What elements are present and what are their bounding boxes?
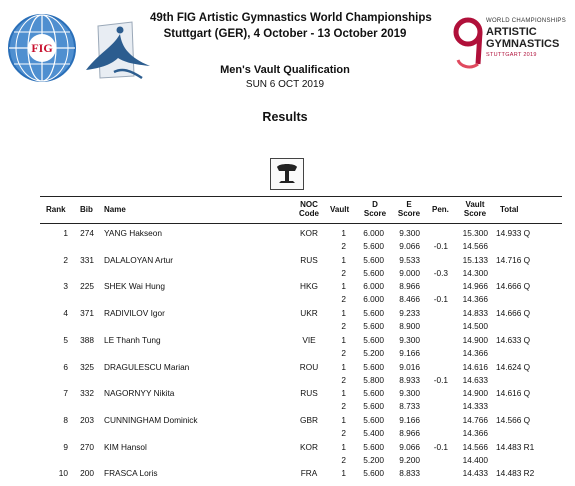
row-rank: 6 (63, 361, 68, 372)
vault-score: 14.616 (462, 361, 488, 372)
results-heading: Results (262, 110, 308, 124)
row-rank: 2 (63, 254, 68, 265)
world-championships-logo (452, 16, 567, 74)
vault-score: 14.400 (462, 454, 488, 465)
vault-score: 14.333 (462, 401, 488, 412)
vault-e-score: 8.900 (399, 321, 420, 332)
event-date: SUN 6 OCT 2019 (245, 79, 325, 90)
wc-word-gymnastics: GYMNASTICS (486, 38, 560, 50)
competition-subtitle: Stuttgart (GER), 4 October - 13 October 2019 (163, 28, 407, 40)
vault-d-score: 6.000 (363, 228, 384, 238)
vault-e-score: 9.533 (399, 254, 420, 265)
vault-e-score: 8.933 (399, 374, 420, 385)
row-rank: 3 (63, 281, 68, 292)
wc-sub-text: STUTTGART 2019 (486, 52, 537, 58)
vault-score: 14.366 (462, 427, 488, 438)
col-total: Total (500, 205, 519, 214)
vault-number: 2 (341, 321, 346, 332)
vault-score: 14.300 (462, 267, 488, 278)
vault-score: 14.900 (462, 334, 488, 345)
row-rank: 10 (58, 468, 68, 479)
wc-word-artistic: ARTISTIC (486, 26, 537, 38)
vault-d-score: 5.600 (363, 388, 384, 399)
vault-e-score: 9.066 (399, 441, 420, 452)
vault-d-score: 6.000 (363, 281, 384, 292)
col-vault-score (460, 200, 490, 218)
vault-score: 14.966 (462, 281, 488, 292)
vault-number: 2 (341, 427, 346, 438)
vault-e-score: 9.300 (399, 388, 420, 399)
vault-e-score: 9.300 (399, 228, 420, 238)
vault-e-score: 8.966 (399, 427, 420, 438)
row-total: 14.716 Q (496, 254, 531, 265)
vault-number: 1 (341, 334, 346, 345)
vault-e-score: 8.733 (399, 401, 420, 412)
vault-score: 14.766 (462, 414, 488, 425)
vault-number: 1 (341, 361, 346, 372)
row-rank: 5 (63, 334, 68, 345)
vault-d-score: 5.600 (363, 321, 384, 332)
row-total: 14.666 Q (496, 281, 531, 292)
vault-number: 2 (341, 401, 346, 412)
row-bib: 371 (80, 308, 94, 319)
row-athlete-name: SHEK Wai Hung (104, 281, 166, 292)
row-noc-code: FRA (300, 468, 318, 479)
vault-number: 2 (341, 454, 346, 465)
vault-number: 1 (341, 281, 346, 292)
col-bib: Bib (80, 205, 93, 214)
vault-d-score: 5.600 (363, 468, 384, 479)
vault-number: 1 (341, 414, 346, 425)
row-rank: 9 (63, 441, 68, 452)
vault-number: 2 (341, 374, 346, 385)
vault-score: 14.366 (462, 347, 488, 358)
col-name: Name (104, 205, 126, 214)
row-athlete-name: FRASCA Loris (104, 468, 158, 479)
row-total: 14.616 Q (496, 388, 531, 399)
vault-d-score: 5.400 (363, 427, 384, 438)
col-vs-line1: Vault (465, 200, 485, 209)
vault-d-score: 5.600 (363, 414, 384, 425)
row-noc-code: RUS (300, 388, 318, 399)
vault-d-score: 5.600 (363, 241, 384, 251)
row-athlete-name: DRAGULESCU Marian (104, 361, 190, 372)
vault-number: 1 (341, 388, 346, 399)
vault-d-score: 6.000 (363, 294, 384, 305)
row-noc-code: VIE (302, 334, 316, 345)
stuttgart-logo (84, 18, 154, 84)
vault-number: 1 (341, 228, 346, 238)
vault-d-score: 5.200 (363, 454, 384, 465)
vault-d-score: 5.600 (363, 267, 384, 278)
vault-number: 1 (341, 254, 346, 265)
vault-score: 14.566 (462, 441, 488, 452)
row-athlete-name: NAGORNYY Nikita (104, 388, 175, 399)
vault-e-score: 9.016 (399, 361, 420, 372)
vault-score: 15.133 (462, 254, 488, 265)
vault-e-score: 9.233 (399, 308, 420, 319)
row-total: 14.933 Q (496, 228, 531, 238)
wc-small-text: WORLD CHAMPIONSHIPS (486, 18, 567, 24)
row-total: 14.624 Q (496, 361, 531, 372)
row-bib: 325 (80, 361, 94, 372)
row-athlete-name: YANG Hakseon (104, 228, 162, 238)
row-total: 14.633 Q (496, 334, 531, 345)
row-noc-code: UKR (300, 308, 318, 319)
row-rank: 1 (63, 228, 68, 238)
row-bib: 225 (80, 281, 94, 292)
vault-score: 14.633 (462, 374, 488, 385)
col-noc-line1: NOC (300, 200, 318, 209)
row-noc-code: KOR (300, 441, 318, 452)
vault-e-score: 9.166 (399, 347, 420, 358)
row-rank: 8 (63, 414, 68, 425)
col-penalty: Pen. (432, 205, 449, 214)
vault-d-score: 5.600 (363, 254, 384, 265)
row-bib: 203 (80, 414, 94, 425)
vault-d-score: 5.800 (363, 374, 384, 385)
vault-e-score: 9.166 (399, 414, 420, 425)
vault-d-score: 5.200 (363, 347, 384, 358)
vault-e-score: 9.066 (399, 241, 420, 251)
vault-e-score: 8.833 (399, 468, 420, 479)
row-total: 14.566 Q (496, 414, 531, 425)
event-name: Men's Vault Qualification (220, 64, 350, 76)
vault-number: 2 (341, 241, 346, 251)
row-bib: 270 (80, 441, 94, 452)
vault-number: 1 (341, 308, 346, 319)
row-rank: 4 (63, 308, 68, 319)
vault-apparatus-icon (270, 158, 304, 190)
col-e-line2: Score (397, 209, 421, 218)
vault-number: 2 (341, 294, 346, 305)
row-athlete-name: CUNNINGHAM Dominick (104, 414, 198, 425)
vault-e-score: 9.300 (399, 334, 420, 345)
vault-e-score: 8.966 (399, 281, 420, 292)
row-bib: 332 (80, 388, 94, 399)
row-noc-code: HKG (300, 281, 318, 292)
vault-d-score: 5.600 (363, 361, 384, 372)
vault-number: 1 (341, 468, 346, 479)
row-noc-code: ROU (299, 361, 319, 372)
row-noc-code: RUS (300, 254, 318, 265)
vault-e-score: 9.200 (399, 454, 420, 465)
vault-d-score: 5.600 (363, 334, 384, 345)
col-d-line2: Score (363, 209, 387, 218)
vault-e-score: 8.466 (399, 294, 420, 305)
vault-number: 2 (341, 267, 346, 278)
vault-penalty: -0.1 (433, 241, 448, 251)
row-bib: 388 (80, 334, 94, 345)
row-noc-code: GBR (300, 414, 318, 425)
vault-score: 14.366 (462, 294, 488, 305)
row-noc-code: KOR (300, 228, 318, 238)
vault-penalty: -0.1 (433, 441, 448, 452)
col-d-line1: D (372, 200, 378, 209)
row-athlete-name: DALALOYAN Artur (104, 254, 174, 265)
vault-score: 14.500 (462, 321, 488, 332)
row-bib: 274 (80, 228, 94, 238)
col-noc (294, 200, 324, 218)
vault-score: 14.433 (462, 468, 488, 479)
row-total: 14.483 R2 (496, 468, 535, 479)
col-e-score (394, 200, 424, 218)
col-noc-line2: Code (299, 209, 319, 218)
row-bib: 331 (80, 254, 94, 265)
results-table-header (40, 196, 562, 224)
row-athlete-name: KIM Hansol (104, 441, 147, 452)
vault-e-score: 9.000 (399, 267, 420, 278)
row-athlete-name: LE Thanh Tung (104, 334, 161, 345)
vault-penalty: -0.3 (433, 267, 448, 278)
vault-d-score: 5.600 (363, 401, 384, 412)
row-bib: 200 (80, 468, 94, 479)
row-rank: 7 (63, 388, 68, 399)
vault-d-score: 5.600 (363, 441, 384, 452)
competition-title: 49th FIG Artistic Gymnastics World Championships (150, 12, 432, 24)
row-athlete-name: RADIVILOV Igor (104, 308, 165, 319)
col-vs-line2: Score (463, 209, 487, 218)
vault-number: 2 (341, 347, 346, 358)
vault-penalty: -0.1 (433, 374, 448, 385)
vault-score: 15.300 (462, 228, 488, 238)
row-total: 14.666 Q (496, 308, 531, 319)
vault-penalty: -0.1 (433, 294, 448, 305)
col-rank: Rank (46, 205, 66, 214)
row-total: 14.483 R1 (496, 441, 535, 452)
col-vault: Vault (330, 205, 350, 214)
vault-d-score: 5.600 (363, 308, 384, 319)
col-e-line1: E (406, 200, 412, 209)
vault-score: 14.833 (462, 308, 488, 319)
fig-logo-text: FIG (31, 41, 53, 55)
vault-score: 14.900 (462, 388, 488, 399)
vault-number: 1 (341, 441, 346, 452)
fig-logo (6, 12, 78, 84)
col-d-score (360, 200, 390, 218)
vault-score: 14.566 (462, 241, 488, 251)
